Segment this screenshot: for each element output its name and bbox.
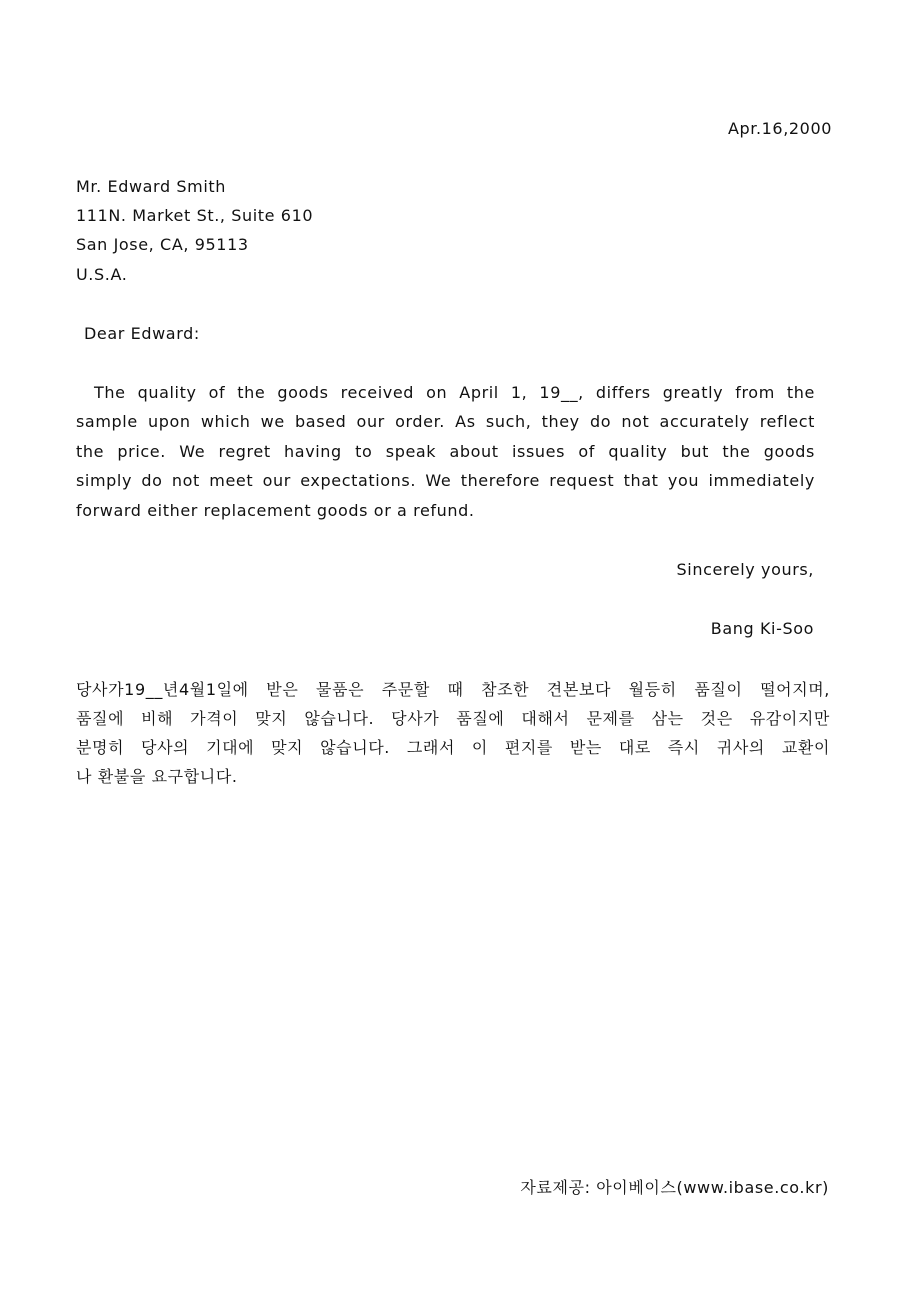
body-line: forward either replacement goods or a refund. [76,501,475,520]
body-line: The quality of the goods received on April 1, 19__, differs greatly from the [94,383,815,402]
body-line: the price. We regret having to speak about issues of quality but the goods [76,442,815,461]
source-credit: 자료제공: 아이베이스(www.ibase.co.kr) [520,1178,829,1197]
letter-date: Apr.16,2000 [727,119,832,138]
closing: Sincerely yours, [676,560,814,579]
recipient-name: Mr. Edward Smith [76,177,226,196]
body-line: simply do not meet our expectations. We therefore request that you immediately [76,471,815,490]
translation-line: 품질에 비해 가격이 맞지 않습니다. 당사가 품질에 대해서 문제를 삼는 것은 유감이지만 [76,709,830,728]
signature: Bang Ki-Soo [710,619,814,638]
recipient-city: San Jose, CA, 95113 [76,235,249,254]
salutation: Dear Edward: [84,324,200,343]
recipient-street: 111N. Market St., Suite 610 [76,206,314,225]
body-line: sample upon which we based our order. As such, they do not accurately reflect [76,412,815,431]
recipient-country: U.S.A. [76,265,128,284]
translation-line: 분명히 당사의 기대에 맞지 않습니다. 그래서 이 편지를 받는 대로 즉시 귀사의 교환이 [76,738,830,757]
translation-line: 나 환불을 요구합니다. [76,767,238,786]
translation-line: 당사가19__년4월1일에 받은 물품은 주문할 때 참조한 견본보다 월등히 품질이 떨어지며, [76,680,830,699]
